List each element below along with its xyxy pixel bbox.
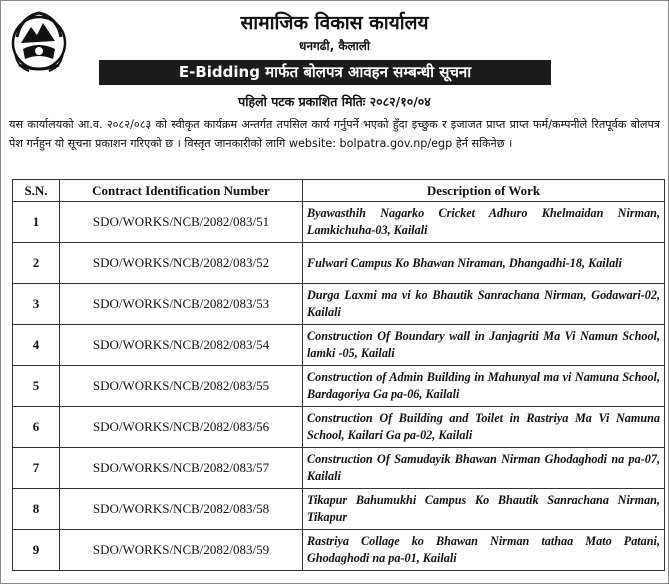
header-sn: S.N. (13, 180, 60, 202)
row-contract-id: SDO/WORKS/NCB/2082/083/57 (60, 448, 303, 489)
row-description (303, 202, 665, 243)
row-contract-id: SDO/WORKS/NCB/2082/083/51 (60, 202, 303, 243)
header-contract-id: Contract Identification Number (60, 180, 303, 202)
table-row (13, 366, 665, 407)
table-row (13, 407, 665, 448)
table-row (13, 325, 665, 366)
table-row (13, 489, 665, 530)
table-row (13, 202, 665, 243)
row-description-text: Durga Laxmi ma vi ko Bhautik Sanrachana Nirman, Godawari-02, Kailali (307, 288, 660, 319)
row-description (303, 489, 665, 530)
row-contract-id: SDO/WORKS/NCB/2082/083/53 (60, 284, 303, 325)
row-contract-id: SDO/WORKS/NCB/2082/083/59 (60, 530, 303, 571)
intro-paragraph: यस कार्यालयको आ.व. २०८२/०८३ को स्वीकृत कार्यक्रम अन्तर्गत तपसिल कार्य गर्नुपर्ने भएको हुँदा इच्छुक र इजाजत प्राप्त प्राप्त फर्म/कम्पनीले रितपूर्वक बोलपत्र पेश गर्नहुन यो सूचना प्रकाशन गरिएको छ । विस्तृत जानकारीको लागि website: bolpatra.gov.np/egp हेर्न सकिनेछ । (9, 118, 660, 150)
row-description (303, 407, 665, 448)
row-description-text: Rastriya Collage ko Bhawan Nirman tathaa Mato Patani, Ghodaghodi na pa-01, Kailali (307, 534, 660, 565)
office-location: धनगढी, कैलाली (298, 39, 371, 53)
row-sn: 5 (13, 366, 60, 407)
row-description (303, 448, 665, 489)
table-row (13, 243, 665, 284)
table-header-row (13, 180, 665, 202)
table-row (13, 530, 665, 571)
published-date: पहिलो पटक प्रकाशित मितिः २०८२/१०/०४ (238, 94, 431, 109)
row-description (303, 243, 665, 284)
row-description-text: Fulwari Campus Ko Bhawan Niraman, Dhangadhi-18, Kailali (307, 255, 622, 270)
row-sn: 1 (13, 202, 60, 243)
row-sn: 9 (13, 530, 60, 571)
row-contract-id: SDO/WORKS/NCB/2082/083/52 (60, 243, 303, 284)
row-description (303, 530, 665, 571)
table-row (13, 284, 665, 325)
row-contract-id: SDO/WORKS/NCB/2082/083/54 (60, 325, 303, 366)
row-description-text: Construction Of Samudayik Bhawan Nirman Ghodaghodi na pa-07, Kailali (307, 452, 660, 483)
row-sn: 6 (13, 407, 60, 448)
row-sn: 7 (13, 448, 60, 489)
row-contract-id: SDO/WORKS/NCB/2082/083/55 (60, 366, 303, 407)
row-sn: 8 (13, 489, 60, 530)
row-description-text: Byawasthih Nagarko Cricket Adhuro Khelmaidan Nirman, Lamkichuha-03, Kailali (307, 206, 660, 237)
row-description-text: Construction Of Boundary wall in Janjagriti Ma Vi Namun School, lamki -05, Kailali (307, 329, 660, 360)
row-description (303, 284, 665, 325)
row-contract-id: SDO/WORKS/NCB/2082/083/58 (60, 489, 303, 530)
row-description (303, 325, 665, 366)
row-description-text: Tikapur Bahumukhi Campus Ko Bhautik Sanrachana Nirman, Tikapur (307, 493, 660, 524)
row-sn: 3 (13, 284, 60, 325)
row-description-text: Construction Of Building and Toilet in Rastriya Ma Vi Namuna School, Kailari Ga pa-02, Kailali (307, 411, 660, 442)
header-description: Description of Work (303, 180, 665, 202)
row-sn: 4 (13, 325, 60, 366)
table-row (13, 448, 665, 489)
contracts-table (12, 179, 665, 571)
office-name: सामाजिक विकास कार्यालय (240, 12, 429, 34)
row-description (303, 366, 665, 407)
row-description-text: Construction of Admin Building in Mahunyal ma vi Namuna School, Bardagoriya Ga pa-06, Kailali (307, 370, 660, 401)
notice-title-banner: E-Bidding मार्फत बोलपत्र आवहन सम्बन्धी सूचना (99, 60, 551, 85)
row-sn: 2 (13, 243, 60, 284)
row-contract-id: SDO/WORKS/NCB/2082/083/56 (60, 407, 303, 448)
